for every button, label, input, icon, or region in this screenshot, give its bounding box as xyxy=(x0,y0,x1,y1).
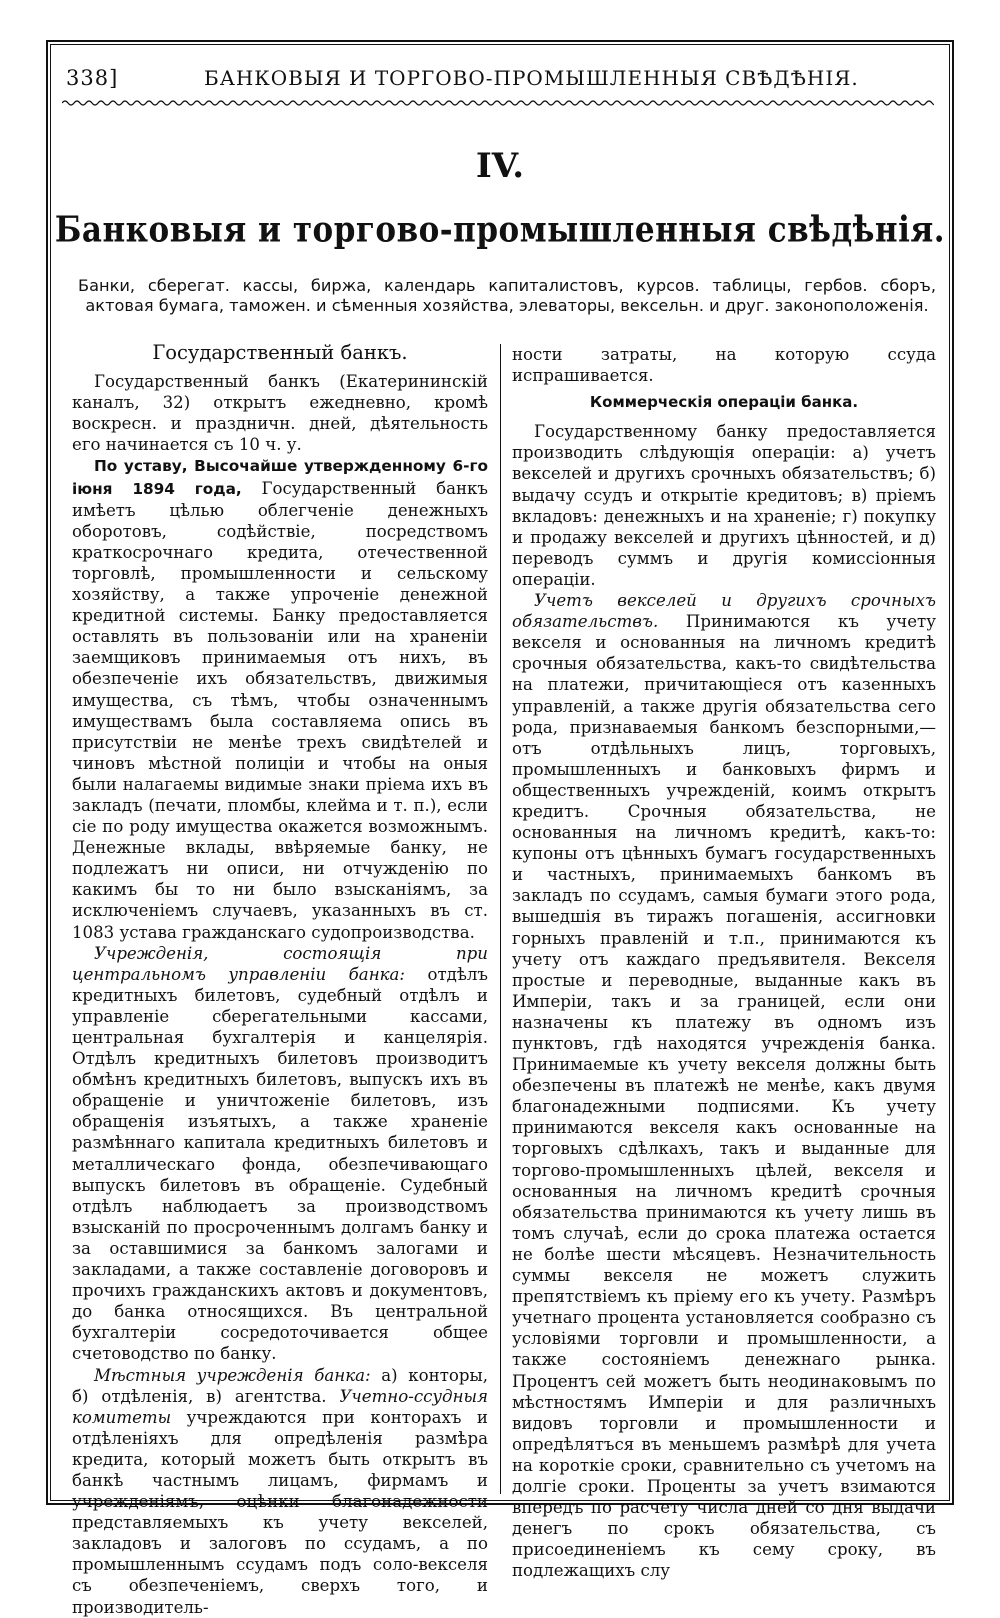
wavy-rule xyxy=(62,98,934,108)
paragraph: Государственному банку предоставляется производить слѣдующія операціи: а) учетъ векселей и другихъ срочныхъ обязательствъ; б) выдачу ссудъ и открытіе кредитовъ; в) пріемъ вкладовъ: денежныхъ и на храненіе; г) покупку и продажу векселей и другихъ цѣнностей, и д) переводъ суммъ и другія комиссіонныя операціи. xyxy=(512,422,936,589)
paragraph-lead: Учрежденія, состоящія при центральномъ управленіи банка: xyxy=(72,943,488,984)
left-column xyxy=(72,342,488,1618)
paragraph xyxy=(512,590,936,1581)
paragraph-text: Государственный банкъ имѣетъ цѣлью облегченіе денежныхъ оборотовъ, содѣйствіе, посредствомъ краткосрочнаго кредита, отечественной торговлѣ, промышленности и сельскому хозяйству, а также упроченіе денежной кредитной системы. Банку предоставляется оставлять въ пользованіи или на храненіи заемщиковъ принимаемыя отъ нихъ, въ обезпеченіе ихъ обязательствъ, движимыя имущества, съ тѣмъ, чтобы означеннымъ имуществамъ была составляема опись въ присутствіи не менѣе трехъ свидѣтелей и чиновъ мѣстной полиціи и чтобы на оныя были налагаемы видимые знаки пріема ихъ въ закладъ (печати, пломбы, клейма и т. п.), если сіе по роду имущества окажется возможнымъ. Денежные вклады, ввѣряемые банку, не подлежатъ ни описи, ни отчужденію по какимъ бы то ни было взысканіямъ, за исключеніемъ случаевъ, указанныхъ въ ст. 1083 устава гражданскаго судопроизводства. xyxy=(72,478,488,942)
column-divider xyxy=(500,344,501,1494)
paragraph: Государственный банкъ (Екатерининскій каналъ, 32) открытъ ежедневно, кромѣ воскресн. и праздничн. дней, дѣятельность его начинается съ 10 ч. у. xyxy=(72,372,488,455)
paragraph-continuation: ности затраты, на которую ссуда испрашивается. xyxy=(512,345,936,386)
paragraph-lead: Мѣстныя учрежденія банка: xyxy=(94,1365,371,1385)
paragraph-text: отдѣлъ кредитныхъ билетовъ, судебный отдѣлъ и управленіе сберегательными кассами, центральная бухгалтерія и канцелярія. Отдѣлъ кредитныхъ билетовъ производитъ обмѣнъ кредитныхъ билетовъ, выпускъ ихъ въ обращеніе и уничтоженіе билетовъ, изъ обращенія изъятыхъ, а также храненіе размѣннаго капитала кредитныхъ билетовъ и металлическаго фонда, обезпечивающаго выпускъ билетовъ въ обращеніе. Судебный отдѣлъ наблюдаетъ за производствомъ взысканій по просроченнымъ долгамъ банку и за оставшимися за банкомъ залогами и закладами, а также составленіе договоровъ и прочихъ гражданскихъ актовъ и документовъ, до банка относящихся. Въ центральной бухгалтеріи сосредоточивается общее счетоводство по банку. xyxy=(72,964,488,1364)
paragraph-lead: Учетъ векселей и другихъ срочныхъ обязательствъ. xyxy=(512,591,936,632)
right-column xyxy=(512,344,936,1581)
paragraph-lead: Учетно-ссудныя комитеты xyxy=(72,1386,488,1427)
column-heading: Коммерческія операціи банка. xyxy=(589,393,859,412)
paragraph-text: учреждаются при конторахъ и отдѣленіяхъ для опредѣленія размѣра кредита, который можетъ быть открытъ въ банкѣ частнымъ лицамъ, фирмамъ и учрежденіямъ, оцѣнки благонадежности представляемыхъ къ учету векселей, закладовъ и залоговъ по ссудамъ, а по промышленнымъ ссудамъ подъ соло-векселя съ обезпеченіемъ, сверхъ того, и производитель- xyxy=(72,1407,488,1617)
paragraph-text: а) конторы, б) отдѣленія, в) агентства. xyxy=(72,1365,488,1406)
section-summary: Банки, сберегат. кассы, биржа, календарь капиталистовъ, курсов. таблицы, гербов. сборъ, актовая бумага, таможен. и сѣменныя хозяйства, элеваторы, вексельн. и друг. законоположенія. xyxy=(78,276,936,315)
paragraph-lead: По уставу, Высочайше утвержденному 6-го іюня 1894 года, xyxy=(72,457,488,498)
column-heading: Государственный банкъ. xyxy=(152,341,408,364)
paragraph-text: Принимаются къ учету векселя и основанныя на личномъ кредитѣ срочныя обязательства, какъ-то свидѣтельства на платежи, причитающіеся отъ казенныхъ управленій, а также другія обязательства сего рода, признаваемыя банкомъ безспорными,—отъ отдѣльныхъ лицъ, торговыхъ, промышленныхъ и банковыхъ фирмъ и общественныхъ учрежденій, коимъ открытъ кредитъ. Срочныя обязательства, не основанныя на личномъ кредитѣ, какъ-то: купоны отъ цѣнныхъ бумагъ государственныхъ и частныхъ, принимаемыхъ банкомъ въ закладъ по ссудамъ, самыя бумаги этого рода, вышедшія въ тиражъ погашенія, ассигновки горныхъ правленій и т.п., принимаются къ учету отъ каждаго предъявителя. Векселя простые и переводные, выданные какъ въ Имперіи, такъ и за границей, если они назначены къ платежу въ одномъ изъ пунктовъ, гдѣ находятся учрежденія банка. Принимаемые къ учету векселя должны быть обезпечены въ платежѣ не менѣе, какъ двумя благонадежными подписями. Къ учету принимаются векселя какъ основанные на торговыхъ сдѣлкахъ, такъ и выданные для торгово-промышленныхъ цѣлей, векселя и основанныя на личномъ кредитѣ срочныя обязательства принимаются къ учету лишь въ томъ случаѣ, если до срока платежа остается не болѣе шести мѣсяцевъ. Незначительность суммы векселя не можетъ служить препятствіемъ къ пріему его къ учету. Размѣръ учетнаго процента установляется сообразно съ условіями торговли и промышленности, а также состояніемъ денежнаго рынка. Процентъ сей можетъ быть неодинаковымъ по мѣстностямъ Имперіи и для различныхъ видовъ торговли и промышленности и опредѣлятъся въ меньшемъ размѣрѣ для учета на короткіе сроки, сравнительно съ учетомъ на долгіе сроки. Проценты за учетъ взимаются впередъ по расчету числа дней со дня выдачи денегъ по срокъ обязательства, съ присоединеніемъ къ сему сроку, въ подлежащихъ слу xyxy=(512,612,936,1581)
page-number: 338] xyxy=(66,66,119,90)
paragraph xyxy=(72,1365,488,1618)
page-header xyxy=(66,66,936,98)
running-title: БАНКОВЫЯ И ТОРГОВО-ПРОМЫШЛЕННЫЯ СВѢДѢНІЯ. xyxy=(204,66,859,90)
section-title: Банковыя и торгово-промышленныя свѣдѣнія. xyxy=(54,209,946,251)
paragraph xyxy=(72,943,488,1365)
section-numeral: IV. xyxy=(475,146,525,186)
paragraph xyxy=(72,455,488,942)
